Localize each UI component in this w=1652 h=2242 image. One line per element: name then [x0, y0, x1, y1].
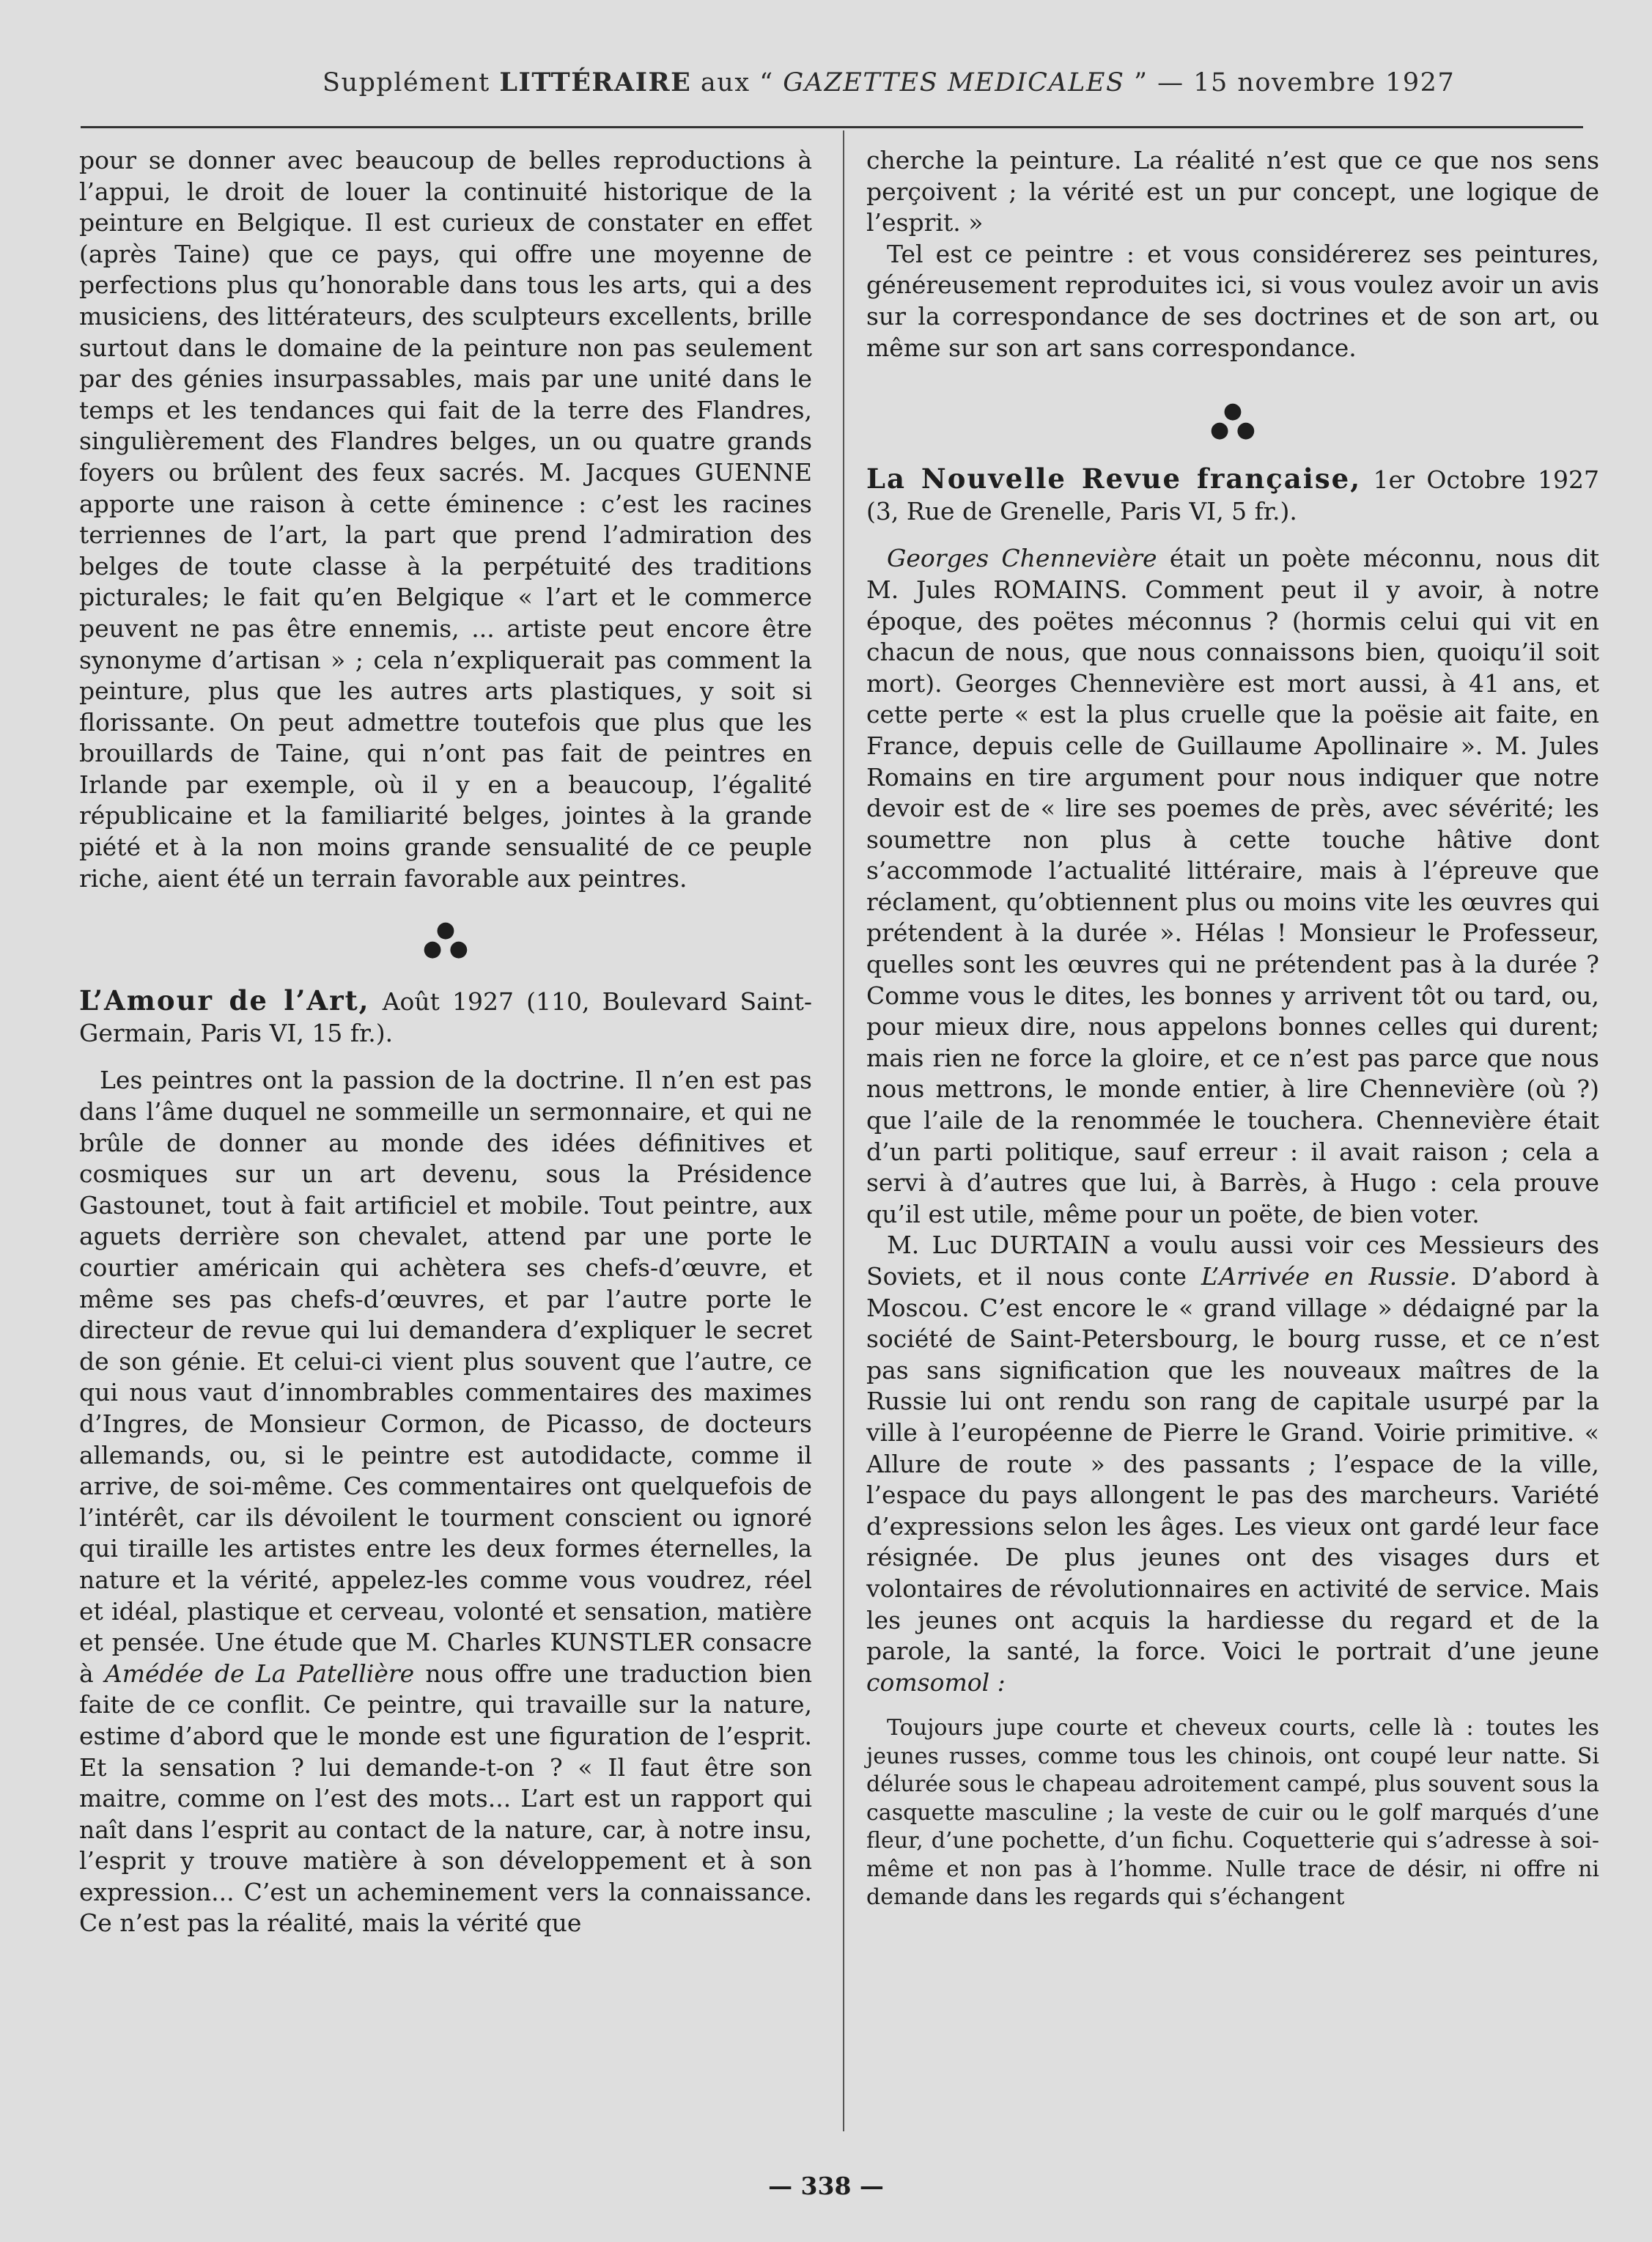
header-bold: LITTÉRAIRE — [499, 67, 692, 97]
paragraph: pour se donner avec beaucoup de belles reproductions à l’appui, le droit de louer la continuité historique de la peinture en Belgique. Il est curieux de constater en effet (après Taine) que ce pays, qui offre une moyenne de perfections plus qu’honorable dans tous les arts, qui a des musiciens, des littérateurs, des sculpteurs excellents, brille surtout dans le domaine de la peinture non pas seulement par des génies insurpassables, mais par une unité dans le temps et les tendances qui fait de la terre des Flandres, singulièrement des Flandres belges, un ou quatre grands foyers ou brûlent des feux sacrés. M. Jacques GUENNE apporte une raison à cette éminence : c’est les racines terriennes de l’art, la part que prend l’admiration des belges de toute classe à la perpétuité des traditions picturales; le fait qu’en Belgique « l’art et le commerce peuvent ne pas être ennemis, ... artiste peut encore être synonyme d’artisan » ; cela n’expliquerait pas comment la peinture, plus que les autres arts plastiques, y soit si florissante. On peut admettre toutefois que plus que les brouillards de Taine, qui n’ont pas fait de peintres en Irlande par exemple, où il y en a beaucoup, l’égalité républicaine et la familiarité belges, jointes à la grande piété et à la non moins grande sensualité de ce peuple riche, aient été un terrain favorable aux peintres. — [79, 146, 812, 893]
block-quote: Toujours jupe courte et cheveux courts, celle là : toutes les jeunes russes, comme tous les chinois, ont coupé leur natte. Si délurée sous le chapeau adroitement campé, plus souvent sous la casquette masculine ; la veste de cuir ou le golf marqués d’une fleur, d’une pochette, d’un fichu. Coquetterie qui s’adresse à soi-même et non pas à l’homme. Nulle trace de désir, ni offre ni demande dans les regards qui s’échangent — [866, 1715, 1599, 1911]
page-number: — 338 — — [768, 2172, 884, 2200]
section-title-nrf — [866, 463, 1599, 527]
header-italic: GAZETTES MEDICALES — [783, 68, 1125, 97]
paragraph-text: nous offre une traduction bien faite de ce conflit. Ce peintre, qui travaille sur la nature, estime d’abord que le monde est une figuration de l’esprit. Et la sensation ? lui demande-t-on ? « Il faut être son maitre, comme on l’est des mots... L’art est un rapport qui naît dans l’esprit au contact de la nature, car, à notre insu, l’esprit y trouve matière à son développement et à son expression... C’est un acheminement vers la connaissance. Ce n’est pas la réalité, mais la vérité que — [79, 1659, 812, 1938]
section-ornament: ● ● ● — [423, 917, 468, 962]
section-title-amour — [79, 985, 812, 1049]
paragraph — [866, 1230, 1599, 1698]
right-column — [866, 145, 1599, 1912]
italic-title: Amédée de La Patellière — [104, 1659, 415, 1688]
paragraph-text: Les peintres ont la passion de la doctrine. Il n’en est pas dans l’âme duquel ne sommeille un sermonnaire, et qui ne brûle de donner au monde des idées définitives et cosmiques sur un art devenu, sous la Présidence Gastounet, tout à fait artificiel et mobile. Tout peintre, aux aguets derrière son chevalet, attend par une porte le courtier américain qui achètera ses chefs-d’œuvre, et même ses pas chefs-d’œuvres, et par l’autre porte le directeur de revue qui lui demandera d’expliquer le secret de son génie. Et celui-ci vient plus souvent que l’autre, ce qui nous vaut d’innombrables commentaires des maximes d’Ingres, de Monsieur Cormon, de Picasso, de docteurs allemands, ou, si le peintre est autodidacte, comme il arrive, de soi-même. Ces commentaires ont quelquefois de l’intérêt, car ils dévoilent le tourment conscient ou ignoré qui tiraille les artistes entre les deux formes éternelles, la nature et la vérité, appelez-les comme vous voudrez, réel et idéal, plastique et cerveau, volonté et sensation, matière et pensée. Une étude que M. Charles KUNSTLER consacre à — [79, 1066, 812, 1688]
paragraph-text: D’abord à Moscou. C’est encore le « grand village » dédaigné par la société de Saint-Petersbourg, le bourg russe, et ce n’est pas sans signification que les nouveaux maîtres de la Russie lui ont rendu son rang de capitale usurpé par la ville à l’européenne de Pierre le Grand. Voirie primitive. « Allure de route » des passants ; l’espace de la ville, l’espace du pays allongent le pas des marcheurs. Variété d’expressions selon les âges. Les vieux ont gardé leur face résignée. De plus jeunes ont des visages durs et volontaires de révolutionnaires en activité de service. Mais les jeunes ont acquis la hardiesse du regard et de la parole, la santé, la force. Voici le portrait d’une jeune — [866, 1262, 1599, 1666]
header-prefix: Supplément — [322, 68, 490, 97]
section-title-name: La Nouvelle Revue française, — [866, 462, 1362, 495]
header-mid: aux “ — [700, 68, 774, 97]
italic-title: L’Arrivée en Russie. — [1201, 1262, 1458, 1291]
paragraph — [866, 543, 1599, 1230]
italic-word: comsomol : — [866, 1667, 1006, 1697]
paragraph: Tel est ce peintre : et vous considérerez ses peintures, généreusement reproduites ici, si vous voulez avoir un avis sur la correspondance de ses doctrines et de son art, ou même sur son art sans correspondance. — [866, 239, 1599, 362]
italic-name: Georges Chennevière — [887, 544, 1157, 573]
header-rule — [81, 126, 1583, 128]
section-title-info: 1er Octobre 1927 (3, Rue de Grenelle, Paris VI, 5 fr.). — [866, 465, 1599, 526]
section-title-info: Août 1927 (110, Boulevard Saint-Germain, Paris VI, 15 fr.). — [79, 987, 812, 1047]
paragraph-text: était un poète méconnu, nous dit M. Jules ROMAINS. Comment peut il y avoir, à notre époque, des poëtes méconnus ? (hormis celui qui vit en chacun de nous, que nous connaissons bien, quoiqu’il soit mort). Georges Chennevière est mort aussi, à 41 ans, et cette perte « est la plus cruelle que la poësie ait faite, en France, depuis celle de Guillaume Apollinaire ». M. Jules Romains en tire argument pour nous indiquer que notre devoir est de « lire ses poemes de près, avec sévérité; les soumettre non plus à cette touche hâtive dont s’accommode l’actualité littéraire, mais à l’épreuve que réclament, qu’obtiennent plus ou moins vite les œuvres qui prétendent à la durée ». Hélas ! Monsieur le Professeur, quelles sont les œuvres qui ne prétendent pas à la durée ? Comme vous le dites, les bonnes y arrivent tôt ou tard, ou, pour mieux dire, nous appelons bonnes celles qui durent; mais rien ne force la gloire, et ce n’est pas parce que nous nous mettrons, le monde entier, à lire Chennevière (où ?) que l’aile de la renommée le touchera. Chennevière était d’un parti politique, sauf erreur : il avait raison ; cela a servi à d’autres que lui, à Barrès, à Hugo : cela prouve qu’il est utile, même pour un poëte, de bien voter. — [866, 544, 1600, 1228]
paragraph — [79, 1065, 812, 1939]
paragraph-text: M. Luc DURTAIN a voulu aussi voir ces Messieurs des Soviets, et il nous conte — [866, 1231, 1599, 1291]
column-divider — [843, 130, 844, 2131]
section-title-name: L’Amour de l’Art, — [79, 984, 370, 1017]
section-ornament: ● ● ● — [1210, 398, 1255, 443]
running-header — [322, 67, 1456, 97]
left-column — [79, 145, 812, 1939]
header-suffix: ” — 15 novembre 1927 — [1134, 68, 1456, 97]
paragraph: cherche la peinture. La réalité n’est que ce que nos sens perçoivent ; la vérité est un pur concept, une logique de l’esprit. » — [866, 146, 1599, 237]
